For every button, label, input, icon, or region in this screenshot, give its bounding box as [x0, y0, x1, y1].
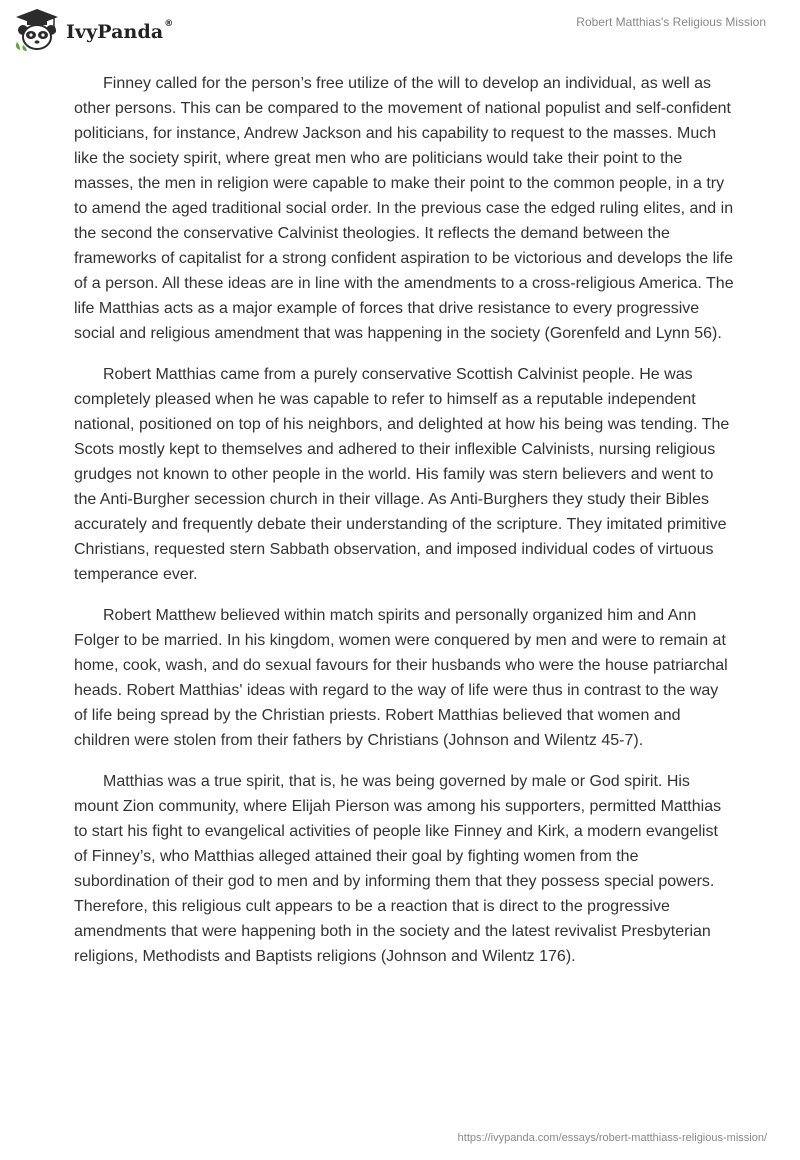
paragraph-4: Matthias was a true spirit, that is, he was being governed by male or God spirit. His mount Zion community, where Elijah Pierson was among his supporters, permitted Matthias to start his fight to evangelical activities of people like Finney and Kirk, a modern evangelist of Finney’s, who Matthias alleged attained their goal by fighting women from the subordination of their god to men and by informing them that they possess special powers. Therefore, this religious cult appears to be a reaction that is direct to the progressive amendments that were happening both in the society and the latest revivalist Presbyterian religions, Methodists and Baptists religions (Johnson and Wilentz 176).: [74, 773, 722, 965]
essay-body: [74, 71, 734, 985]
ivypanda-logo[interactable]: [14, 8, 173, 52]
brand-name: IvyPanda®: [66, 19, 174, 43]
source-url[interactable]: https://ivypanda.com/essays/robert-matthiass-religious-mission/: [457, 1132, 767, 1144]
paragraph-2: Robert Matthias came from a purely conservative Scottish Calvinist people. He was completely pleased when he was capable to refer to himself as a reputable independent national, positioned on top of his neighbors, and delighted at how his being was tending. The Scots mostly kept to themselves and adhered to their inflexible Calvinists, nursing religious grudges not known to other people in the world. His family was stern believers and went to the Anti-Burgher secession church in their village. As Anti-Burghers they study their Bibles accurately and frequently debate their understanding of the scripture. They imitated primitive Christians, requested stern Sabbath observation, and imposed individual codes of virtuous temperance ever.: [74, 366, 730, 583]
panda-graduate-icon: [14, 8, 60, 52]
paragraph-3: Robert Matthew believed within match spirits and personally organized him and Ann Folger to be married. In his kingdom, women were conquered by men and were to remain at home, cook, wash, and do sexual favours for their husbands who were the house patriarchal heads. Robert Matthias' ideas with regard to the way of life were thus in contrast to the way of life being spread by the Christian priests. Robert Matthias believed that women and children were stolen from their fathers by Christians (Johnson and Wilentz 45-7).: [74, 607, 728, 749]
page-header: [0, 0, 800, 60]
document-title: Robert Matthias's Religious Mission: [576, 15, 766, 29]
registered-mark: ®: [164, 19, 174, 29]
paragraph-1: Finney called for the person’s free utilize of the will to develop an individual, as well as other persons. This can be compared to the movement of national populist and self-confident politicians, for instance, Andrew Jackson and his capability to request to the masses. Much like the society spirit, where great men who are politicians would take their point to the masses, the men in religion were capable to make their point to the common people, in a try to amend the aged traditional social order. In the previous case the edged ruling elites, and in the second the conservative Calvinist theologies. It reflects the demand between the frameworks of capitalist for a strong confident aspiration to be victorious and develops the life of a person. All these ideas are in line with the amendments to a cross-religious America. The life Matthias acts as a major example of forces that drive resistance to every progressive social and religious amendment that was happening in the society (Gorenfeld and Lynn 56).: [74, 75, 734, 342]
